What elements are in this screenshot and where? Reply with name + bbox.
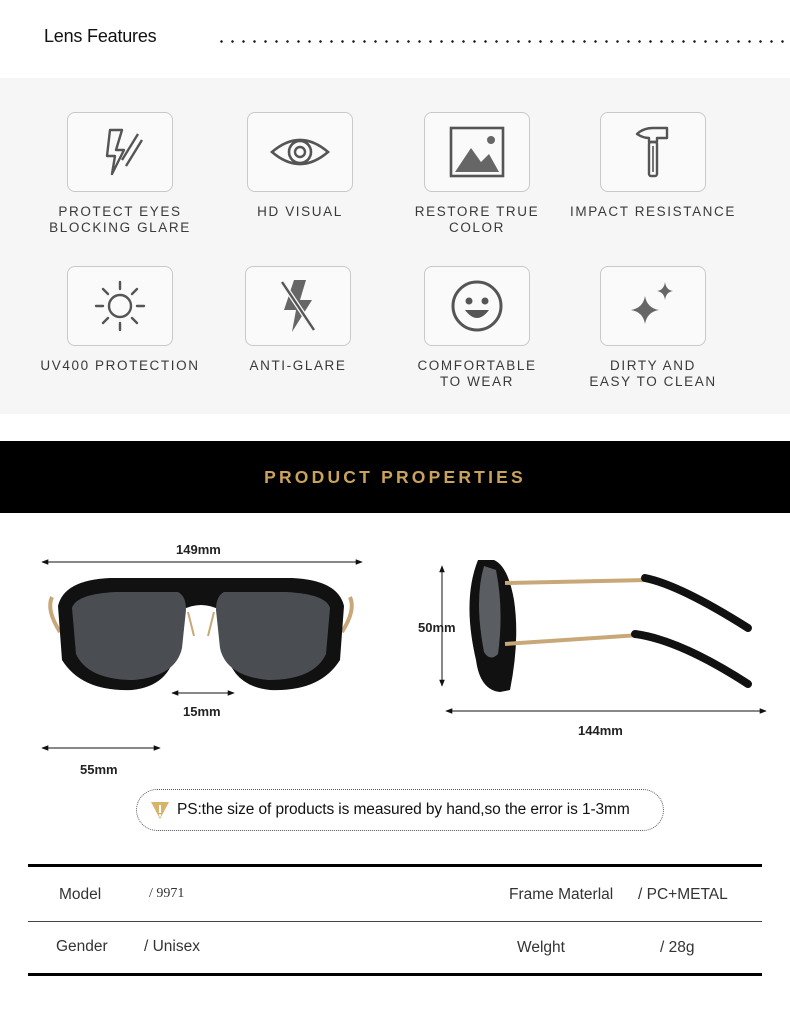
no-lightning-icon xyxy=(266,274,330,338)
feature-icon-box xyxy=(67,266,173,346)
bridge-width-label: 15mm xyxy=(183,704,221,719)
dimension-diagram xyxy=(0,520,790,790)
table-middle-rule xyxy=(28,921,762,922)
feature-true-color xyxy=(392,112,562,235)
product-properties-title: PRODUCT PROPERTIES xyxy=(264,467,526,487)
spec-gender-label: Gender xyxy=(56,938,108,955)
hammer-icon xyxy=(621,120,685,184)
feature-label: ANTI-GLARE xyxy=(249,358,347,373)
sparkle-icon xyxy=(621,274,685,338)
smiley-icon xyxy=(445,274,509,338)
product-properties-banner xyxy=(0,441,790,513)
front-view-sunglasses xyxy=(50,578,352,690)
feature-hd-visual xyxy=(215,112,385,220)
feature-label: COMFORTABLE TO WEAR xyxy=(417,358,537,389)
spec-model-label: Model xyxy=(59,886,102,903)
feature-label: IMPACT RESISTANCE xyxy=(570,204,736,219)
feature-uv400 xyxy=(35,266,205,374)
note-text: PS:the size of products is measured by hand,so the error is 1-3mm xyxy=(177,801,630,818)
temple-length-label: 144mm xyxy=(578,723,623,738)
feature-icon-box xyxy=(67,112,173,192)
feature-icon-box xyxy=(600,112,706,192)
dotted-divider xyxy=(216,40,790,43)
landscape-picture-icon xyxy=(445,120,509,184)
warning-icon xyxy=(149,799,171,821)
table-bottom-rule xyxy=(28,973,762,976)
lens-features-title: Lens Features xyxy=(44,26,157,46)
feature-icon-box xyxy=(245,266,351,346)
feature-label: PROTECT EYES BLOCKING GLARE xyxy=(49,204,191,235)
spec-weight-value: / 28g xyxy=(660,939,695,956)
total-width-label: 149mm xyxy=(176,542,221,557)
lens-width-label: 55mm xyxy=(80,762,118,777)
feature-icon-box xyxy=(247,112,353,192)
feature-impact-resistance xyxy=(568,112,738,220)
spec-frame-label: Frame Materlal xyxy=(509,886,614,903)
side-view-sunglasses xyxy=(469,560,748,692)
feature-label: UV400 PROTECTION xyxy=(40,358,200,373)
lightning-glare-icon xyxy=(88,120,152,184)
feature-easy-clean xyxy=(568,266,738,389)
feature-label: RESTORE TRUE COLOR xyxy=(414,204,540,235)
spec-weight-label: Welght xyxy=(517,939,565,956)
eye-icon xyxy=(268,120,332,184)
feature-comfortable xyxy=(392,266,562,389)
spec-gender-value: / Unisex xyxy=(144,938,200,955)
sun-icon xyxy=(88,274,152,338)
feature-label: DIRTY AND EASY TO CLEAN xyxy=(589,358,717,389)
feature-icon-box xyxy=(424,266,530,346)
lens-features-header xyxy=(44,26,754,50)
lens-height-label: 50mm xyxy=(418,620,456,635)
feature-icon-box xyxy=(600,266,706,346)
table-top-rule xyxy=(28,864,762,867)
feature-anti-glare xyxy=(213,266,383,374)
feature-protect-eyes xyxy=(35,112,205,235)
feature-icon-box xyxy=(424,112,530,192)
measurement-note xyxy=(136,789,664,831)
feature-label: HD VISUAL xyxy=(257,204,343,219)
spec-model-value: / 9971 xyxy=(149,886,185,901)
spec-frame-value: / PC+METAL xyxy=(638,886,728,903)
